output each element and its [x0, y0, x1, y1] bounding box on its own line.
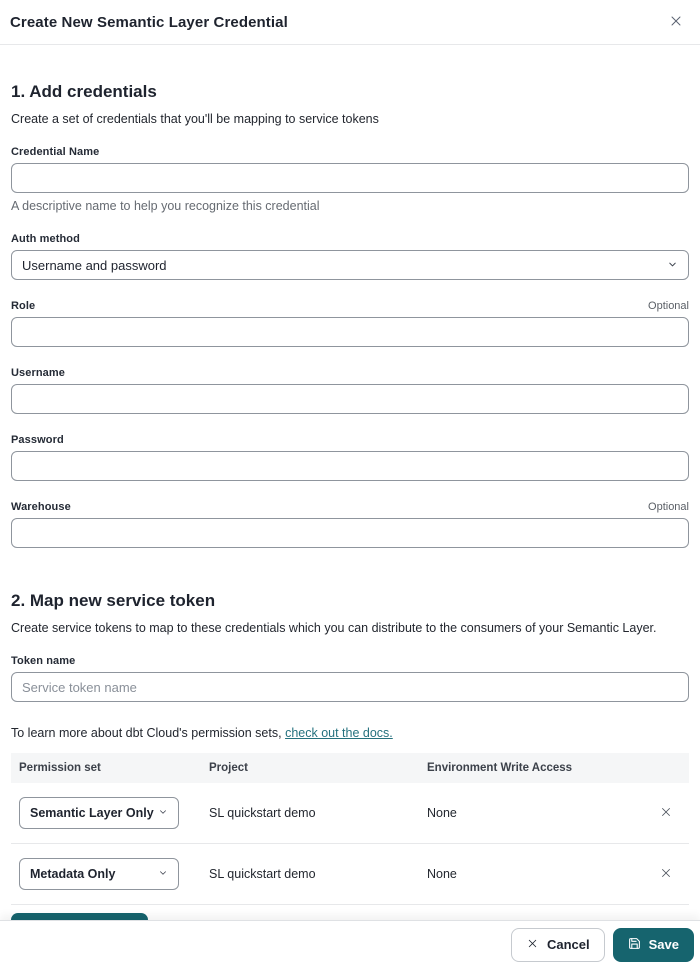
auth-method-field-group [11, 233, 689, 280]
modal-body [0, 45, 700, 968]
warehouse-label: Warehouse [11, 501, 71, 513]
permissions-table [11, 753, 689, 905]
table-row [11, 844, 689, 905]
section-2-description: Create service tokens to map to these credentials which you can distribute to the consumers of your Semantic Layer. [11, 621, 657, 635]
column-header-permission-set: Permission set [19, 762, 101, 774]
cancel-button[interactable] [511, 928, 605, 962]
username-input[interactable] [11, 384, 689, 414]
docs-link[interactable]: check out the docs. [285, 726, 393, 740]
section-1-heading: 1. Add credentials [11, 82, 157, 101]
cancel-button-label: Cancel [546, 937, 590, 952]
password-field-group [11, 434, 689, 481]
credential-name-field-group [11, 146, 689, 213]
save-button[interactable] [613, 928, 694, 962]
username-field-group [11, 367, 689, 414]
credential-name-input[interactable] [11, 163, 689, 193]
environment-write-access-cell: None [427, 806, 457, 820]
credential-name-helper: A descriptive name to help you recognize this credential [11, 199, 320, 213]
permission-set-selected-value: Semantic Layer Only [30, 806, 154, 820]
permissions-table-header [11, 753, 689, 783]
auth-method-selected-value: Username and password [22, 257, 167, 273]
role-optional-tag: Optional [648, 300, 689, 312]
save-button-label: Save [648, 937, 679, 952]
table-row [11, 783, 689, 844]
remove-row-button[interactable] [657, 803, 675, 824]
docs-sentence-prefix: To learn more about dbt Cloud's permission sets, [11, 726, 286, 740]
close-icon [659, 805, 673, 822]
project-cell: SL quickstart demo [209, 806, 316, 820]
close-button[interactable] [666, 11, 686, 34]
chevron-down-icon [158, 806, 168, 820]
chevron-down-icon [667, 258, 678, 273]
role-field-group [11, 300, 689, 347]
chevron-down-icon [158, 867, 168, 881]
password-label: Password [11, 434, 64, 446]
docs-sentence [11, 726, 689, 740]
token-name-label: Token name [11, 655, 76, 667]
permission-set-select[interactable] [19, 858, 179, 890]
role-input[interactable] [11, 317, 689, 347]
section-1-description: Create a set of credentials that you'll be mapping to service tokens [11, 112, 379, 126]
token-name-input[interactable] [11, 672, 689, 702]
remove-row-button[interactable] [657, 864, 675, 885]
floppy-disk-icon [628, 937, 641, 953]
column-header-environment-write-access: Environment Write Access [427, 762, 573, 774]
environment-write-access-cell: None [427, 867, 457, 881]
permission-set-selected-value: Metadata Only [30, 867, 116, 881]
username-label: Username [11, 367, 65, 379]
close-icon [668, 13, 684, 32]
modal-header [0, 0, 700, 45]
auth-method-select[interactable] [11, 250, 689, 280]
token-name-field-group [11, 655, 689, 702]
permission-set-select[interactable] [19, 797, 179, 829]
project-cell: SL quickstart demo [209, 867, 316, 881]
role-label: Role [11, 300, 36, 312]
auth-method-label: Auth method [11, 233, 80, 245]
modal-title: Create New Semantic Layer Credential [10, 13, 288, 31]
close-icon [659, 866, 673, 883]
close-icon [526, 937, 539, 953]
column-header-project: Project [209, 762, 248, 774]
password-input[interactable] [11, 451, 689, 481]
credential-name-label: Credential Name [11, 146, 100, 158]
modal-footer [0, 920, 700, 968]
warehouse-field-group [11, 501, 689, 548]
warehouse-optional-tag: Optional [648, 501, 689, 513]
warehouse-input[interactable] [11, 518, 689, 548]
section-2-heading: 2. Map new service token [11, 591, 216, 610]
